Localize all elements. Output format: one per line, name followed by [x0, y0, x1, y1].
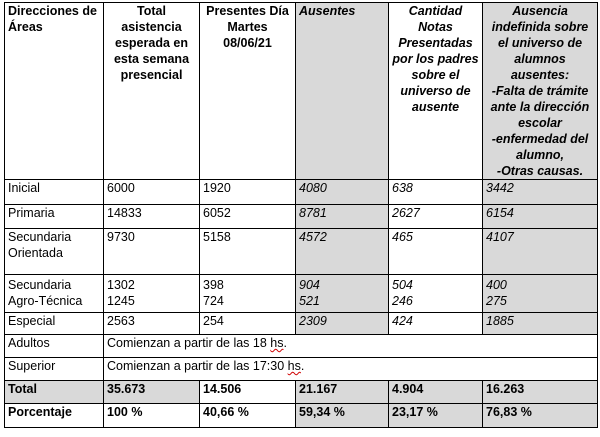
table-row — [5, 358, 598, 381]
total-notes: 4.904 — [389, 381, 483, 404]
total-total: 35.673 — [104, 381, 200, 404]
row-absent: 4080 — [296, 180, 389, 205]
row-present: 398 724 — [200, 275, 296, 313]
row-notes: 465 — [389, 229, 483, 275]
pct-notes: 23,17 % — [389, 404, 483, 428]
table-row — [5, 335, 598, 358]
header-areas: Direcciones de Áreas — [5, 3, 104, 180]
row-area: Adultos — [5, 335, 104, 358]
row-area: Secundaria Agro-Técnica — [5, 275, 104, 313]
pct-total: 100 % — [104, 404, 200, 428]
total-label: Total — [5, 381, 104, 404]
row-present: 1920 — [200, 180, 296, 205]
row-area: Primaria — [5, 205, 104, 229]
row-area: Secundaria Orientada — [5, 229, 104, 275]
row-area: Inicial — [5, 180, 104, 205]
header-indefinite-reason-1: -Falta de trámite ante la dirección escolar — [490, 84, 590, 130]
row-total: 6000 — [104, 180, 200, 205]
row-note: Comienzan a partir de las 18 hs. — [104, 335, 598, 358]
pct-present: 40,66 % — [200, 404, 296, 428]
row-absent: 2309 — [296, 313, 389, 335]
row-notes: 2627 — [389, 205, 483, 229]
row-present: 6052 — [200, 205, 296, 229]
row-absent: 904 521 — [296, 275, 389, 313]
row-indefinite: 400 275 — [483, 275, 598, 313]
table-row — [5, 229, 598, 275]
row-note: Comienzan a partir de las 17:30 hs. — [104, 358, 598, 381]
row-indefinite: 1885 — [483, 313, 598, 335]
pct-label: Porcentaje — [5, 404, 104, 428]
pct-indefinite: 76,83 % — [483, 404, 598, 428]
row-absent: 4572 — [296, 229, 389, 275]
header-indefinite-reason-3: -Otras causas. — [496, 164, 584, 178]
row-indefinite: 6154 — [483, 205, 598, 229]
total-absent: 21.167 — [296, 381, 389, 404]
row-area: Superior — [5, 358, 104, 381]
percentage-row — [5, 404, 598, 428]
total-indefinite: 16.263 — [483, 381, 598, 404]
header-present: Presentes Día Martes 08/06/21 — [200, 3, 296, 180]
header-total: Total asistencia esperada en esta semana presencial — [104, 3, 200, 180]
header-indefinite-title: Ausencia indefinida sobre el universo de alumnos ausentes: — [491, 4, 589, 82]
row-total: 14833 — [104, 205, 200, 229]
row-indefinite: 4107 — [483, 229, 598, 275]
row-absent: 8781 — [296, 205, 389, 229]
row-notes: 638 — [389, 180, 483, 205]
table-row — [5, 205, 598, 229]
row-area: Especial — [5, 313, 104, 335]
row-total: 1302 1245 — [104, 275, 200, 313]
header-absent: Ausentes — [296, 3, 389, 180]
header-notes: Cantidad Notas Presentadas por los padres sobre el universo de ausente — [389, 3, 483, 180]
row-present: 5158 — [200, 229, 296, 275]
header-indefinite — [483, 3, 598, 180]
total-row — [5, 381, 598, 404]
pct-absent: 59,34 % — [296, 404, 389, 428]
row-indefinite: 3442 — [483, 180, 598, 205]
row-notes: 424 — [389, 313, 483, 335]
row-total: 9730 — [104, 229, 200, 275]
table-row — [5, 180, 598, 205]
attendance-table — [4, 2, 598, 428]
total-present: 14.506 — [200, 381, 296, 404]
header-indefinite-reason-2: -enfermedad del alumno, — [491, 132, 589, 162]
table-row — [5, 275, 598, 313]
row-present: 254 — [200, 313, 296, 335]
table-row — [5, 313, 598, 335]
row-notes: 504 246 — [389, 275, 483, 313]
row-total: 2563 — [104, 313, 200, 335]
header-row — [5, 3, 598, 180]
